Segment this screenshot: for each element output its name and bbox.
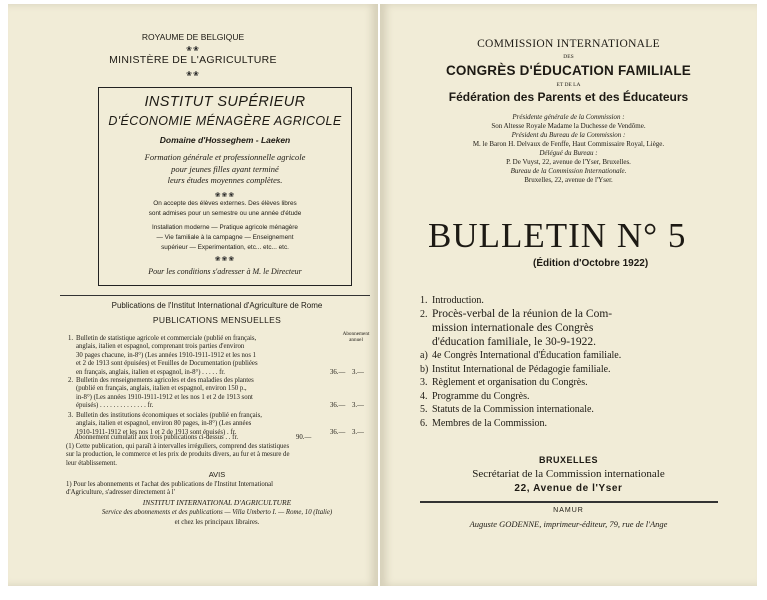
contents-text: Institut International de Pédagogie familiale. [432,363,611,375]
footnote [66,443,368,468]
publication-line: Bulletin des institutions économiques et sociales (publié en français, [76,412,262,419]
right-page [380,4,757,586]
divider-rule [60,295,370,296]
contents-text: Membres de la Commission. [432,418,547,430]
column-abonnement-header: Abonnement annuel [342,331,370,343]
contents-text: Statuts de la Commission internationale. [432,404,594,416]
officers-block [380,113,757,185]
institute-title-line1: INSTITUT SUPÉRIEUR [144,94,306,110]
secretariat-label: Secrétariat de la Commission internationale [472,468,665,480]
contents-number: a) [420,350,428,362]
installation-line: — Vie familiale à la campagne — Enseignement [156,234,294,241]
publication-number: 2. [68,377,74,384]
contents-item [420,335,621,349]
congres-title: CONGRÈS D'ÉDUCATION FAMILIALE [445,63,691,78]
officer-name: P. De Vuyst, 22, avenue de l'Yser, Bruxelles. [506,158,631,166]
externes-line: sont admises pour un semestre ou une année d'étude [148,210,302,217]
avis-service: Service des abonnements et des publications — Villa Umberto I. — Rome, 10 (Italie) [101,509,333,516]
contents-item [420,348,621,362]
institute-title-line2: D'ÉCONOMIE MÉNAGÈRE AGRICOLE [108,114,342,128]
publication-line: Bulletin des renseignements agricoles et des maladies des plantes [76,377,254,384]
contents-number: 2. [420,308,428,320]
publication-line: en français, anglais, italien et espagnol, in-8°) . . . . . fr. [76,368,225,376]
city-label: BRUXELLES [538,455,598,465]
publication-line: in-8°) (Les années 1910-1911-1912 et les nos 1 et 2 de 1913 sont [76,393,253,401]
contents-item [420,321,621,335]
secretariat-address: 22, Avenue de l'Yser [514,483,623,494]
des-label: DES [563,54,574,60]
avis-text [66,481,368,498]
footnote-line: sur la production, le commerce et les prix de produits divers, au fur et à mesure de [66,451,290,459]
contents-number: 5. [420,404,428,416]
officer-title: Présidente générale de la Commission : [512,113,625,121]
contents-text: Programme du Congrès. [432,390,530,402]
federation-title: Fédération des Parents et des Éducateurs [448,90,689,104]
contents-number: 4. [420,390,428,402]
installation-line: supérieur — Experimentation, etc... etc... etc. [161,244,289,251]
contents-item [420,375,621,389]
publication-unit-price: 3.— [352,402,364,410]
institute-conditions: Pour les conditions s'adresser à M. le Directeur [148,267,302,276]
publications-title: Publications de l'Institut International d'Agriculture de Rome [111,301,323,310]
avis-libraires: et chez les principaux libraires. [174,519,260,526]
publication-description [76,335,326,377]
publication-number: 3. [68,412,74,419]
printer-city: NAMUR [553,507,584,514]
ornament-divider: ❀❀❀ [214,255,236,263]
et-de-la-label: ET DE LA [556,82,581,88]
ornament-divider: ❀❀ [186,45,200,53]
ministry-title: MINISTÈRE DE L'AGRICULTURE [109,54,277,66]
divider-rule [420,501,718,503]
formation-line: Formation générale et professionnelle agricole [144,152,306,162]
bulletin-title: BULLETIN N° 5 [428,216,687,255]
contents-item [420,362,621,376]
publication-line: 1910-1911-1912 et les nos 1 et 2 de 1913 sont épuisés) . fr. [76,428,237,436]
contents-item [420,416,621,430]
left-page [8,4,378,586]
publication-description [76,377,326,411]
publication-line: anglais, italien et espagnol, environ 80 pages, in-8°) (Les années [76,420,252,428]
commission-title: COMMISSION INTERNATIONALE [477,38,660,50]
contents-text: mission internationale des Congrès [432,322,594,335]
publication-number: 1. [68,335,74,342]
kingdom-label: ROYAUME DE BELGIQUE [141,32,245,42]
cumulatif-line: Abonnement cumulatif aux trois publications ci-dessus . . fr. [74,434,239,441]
contents-text: Introduction. [432,295,484,306]
officer-name: Son Altesse Royale Madame la Duchesse de Vendôme. [491,122,646,130]
officer-title: Délégué du Bureau : [539,149,598,157]
contents-item [420,307,621,322]
institute-domain: Domaine d'Hosseghem - Laeken [159,135,291,145]
publication-price: 36.— [330,402,346,410]
officer-name: Bruxelles, 22, avenue de l'Yser. [524,176,613,184]
officer-name: M. le Baron H. Delvaux de Fenffe, Haut Commissaire Royal, Liège. [472,140,665,148]
publication-line: épuisés) . . . . . . . . . . . . . . fr. [76,402,154,410]
institute-formation [99,152,351,187]
contents-item [420,293,621,307]
officer-title: Président du Bureau de la Commission : [511,131,626,139]
publication-line: (publié en français, anglais, italien et espagnol, environ 150 p., [76,385,247,393]
contents-item [420,402,621,416]
publications-mensuelles-heading: PUBLICATIONS MENSUELLES [152,315,282,325]
publication-unit-price: 3.— [352,428,364,436]
institute-externes [99,199,351,219]
institute-installation [99,223,351,253]
publication-line: anglais, italien et espagnol, comprenant trois parties d'environ [76,343,245,351]
avis-line: d'Agriculture, s'adresser directement à l' [66,489,175,497]
avis-line: 1) Pour les abonnements et l'achat des publications de l'Institut International [66,481,274,488]
contents-text: Règlement et organisation du Congrès. [432,377,588,389]
contents-number: 1. [420,295,428,306]
contents-text: Procès-verbal de la réunion de la Com- [432,307,613,320]
publication-line: 30 pages chacune, in-8°) (Les années 1910-1911-1912 et les nos 1 [76,351,257,359]
contents-number: 6. [420,418,428,430]
contents-text: d'éducation familiale, le 30-9-1922. [432,335,596,348]
avis-institute: INSTITUT INTERNATIONAL D'AGRICULTURE [142,498,292,507]
institute-advert-box [98,87,352,286]
contents-number: b) [420,363,429,375]
contents-number: 3. [420,377,428,389]
cumulatif-price: 90.— [296,434,312,441]
edition-label: (Édition d'Octobre 1922) [533,258,649,269]
contents-text: 4e Congrès International d'Éducation familiale. [432,350,622,362]
externes-line: On accepte des élèves externes. Des élèves libres [153,200,297,207]
ornament-divider: ❀❀ [186,70,200,78]
ornament-divider: ❀❀❀ [214,191,236,199]
publication-line: et 2 de 1913 sont épuisées) et Feuilles de Documentation (publiées [76,360,258,368]
publication-price: 36.— [330,368,346,376]
publication-price: 36.— [330,428,346,436]
formation-line: leurs études moyennes complètes. [167,175,283,185]
installation-line: Installation moderne — Pratique agricole ménagère [151,224,298,231]
printer-line: Auguste GODENNE, imprimeur-éditeur, 79, rue de l'Ange [469,519,668,529]
avis-heading: AVIS [208,470,226,479]
publication-unit-price: 3.— [352,368,364,376]
formation-line: pour jeunes filles ayant terminé [171,163,279,174]
footnote-line: (1) Cette publication, qui paraît à intervalles irréguliers, comprend des statistiques [66,443,290,450]
table-of-contents [420,293,621,430]
contents-item [420,389,621,403]
publication-line: Bulletin de statistique agricole et commerciale (publié en français, [76,335,257,342]
officer-title: Bureau de la Commission Internationale. [510,167,627,175]
footnote-line: leur établissement. [66,459,117,467]
